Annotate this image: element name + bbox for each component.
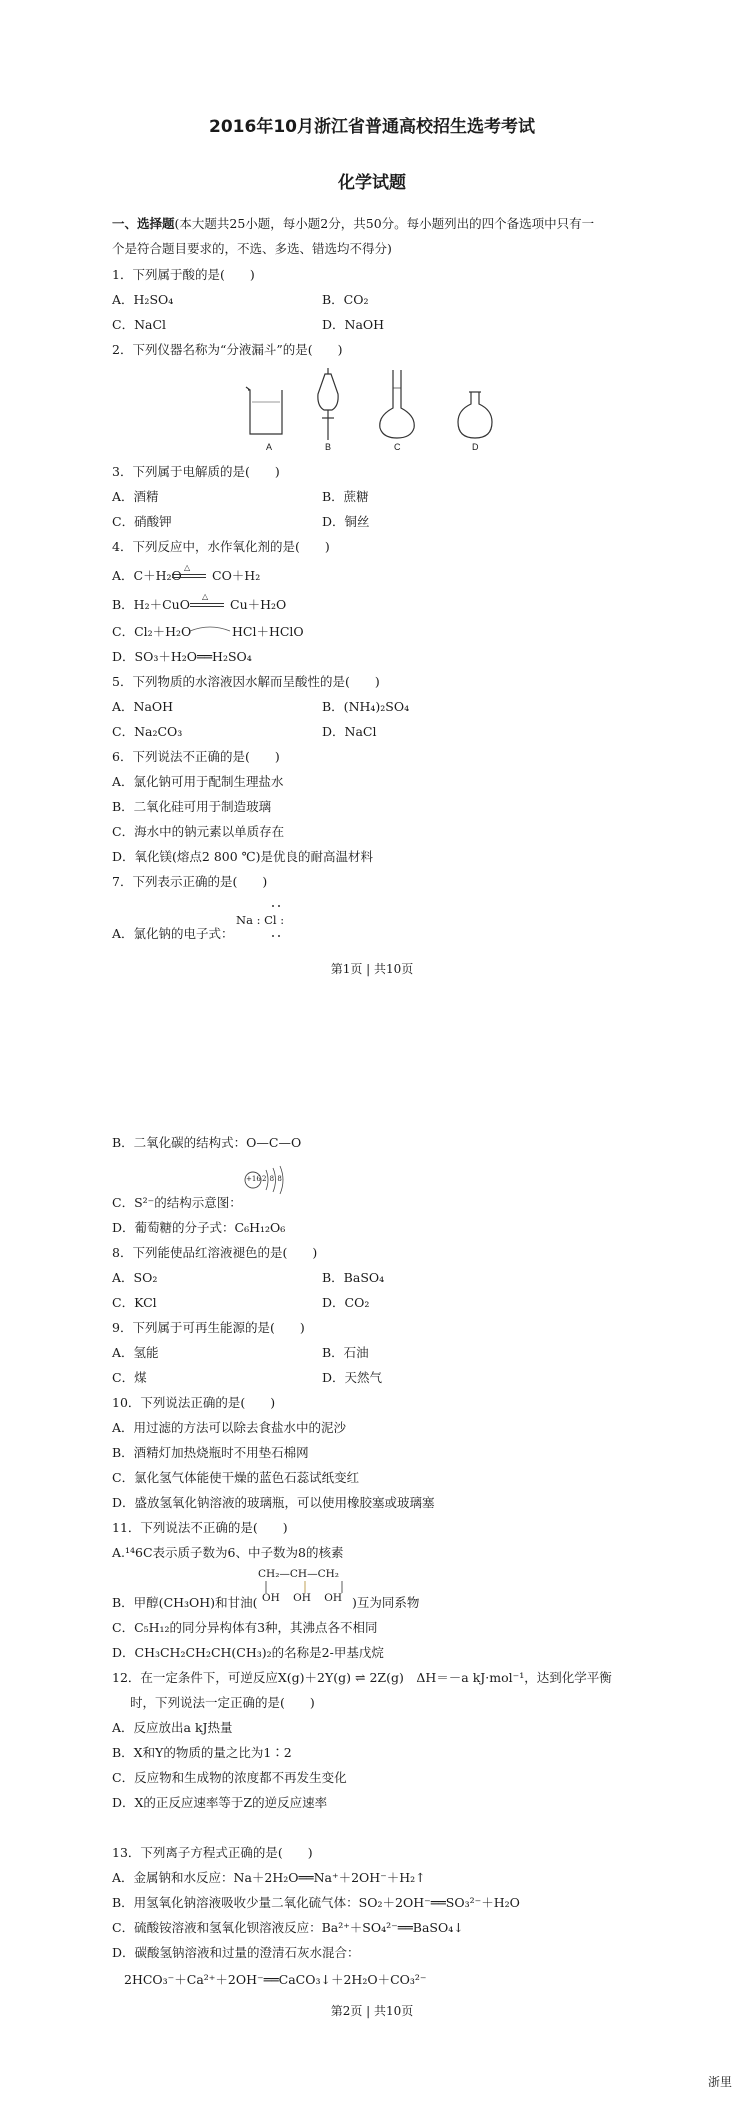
q7-a-lone-pairs xyxy=(268,903,288,939)
q6-option-d: D．氧化镁(熔点2 800 ℃)是优良的耐高温材料 xyxy=(112,849,374,864)
q6-option-c: C．海水中的钠元素以单质存在 xyxy=(112,824,285,839)
q3-option-b: B．蔗糖 xyxy=(322,489,369,504)
page2-footer: 第2页 | 共10页 xyxy=(330,2004,414,2018)
q8-option-d: D．CO₂ xyxy=(322,1295,370,1310)
q11-option-a: A.¹⁴6C表示质子数为6、中子数为8的核素 xyxy=(112,1545,344,1560)
beaker-icon xyxy=(246,387,282,434)
q4-c-products: HCl＋HClO xyxy=(232,624,304,639)
exam-subtitle: 化学试题 xyxy=(338,173,406,193)
q4-option-d: D．SO₃＋H₂O══H₂SO₄ xyxy=(112,649,252,664)
section-label: 一、选择题 xyxy=(112,216,175,231)
q4-option-b: B．H₂＋CuO xyxy=(112,597,190,612)
q7-option-b: B．二氧化碳的结构式：O—C—O xyxy=(112,1135,302,1150)
q10-option-c: C．氯化氢气体能使干燥的蓝色石蕊试纸变红 xyxy=(112,1470,360,1485)
q10-stem: 10．下列说法正确的是( ) xyxy=(112,1395,276,1410)
q7-c-nucleus: +16 xyxy=(246,1175,261,1183)
q8-option-c: C．KCl xyxy=(112,1295,157,1310)
q9-option-c: C．煤 xyxy=(112,1370,147,1385)
q6-stem: 6．下列说法不正确的是( ) xyxy=(112,749,280,764)
q7-a-electron-formula: Na : Cl : xyxy=(236,913,285,927)
q1-option-d: D．NaOH xyxy=(322,317,385,332)
q4-option-c: C．Cl₂＋H₂O xyxy=(112,624,192,639)
q13-stem: 13．下列离子方程式正确的是( ) xyxy=(112,1845,313,1860)
q13-option-c: C．硫酸铵溶液和氢氧化钡溶液反应：Ba²⁺＋SO₄²⁻══BaSO₄↓ xyxy=(112,1920,464,1935)
q2-label-c: C xyxy=(394,442,401,452)
q3-option-d: D．铜丝 xyxy=(322,514,370,529)
page1-footer: 第1页 | 共10页 xyxy=(330,962,414,976)
q3-option-c: C．硝酸钾 xyxy=(112,514,172,529)
q9-option-d: D．天然气 xyxy=(322,1370,383,1385)
section-intro-cont: 个是符合题目要求的，不选、多选、错选均不得分) xyxy=(112,241,392,256)
q8-stem: 8．下列能使品红溶液褪色的是( ) xyxy=(112,1245,318,1260)
heat-icon: △ xyxy=(184,563,191,572)
q11-option-c: C．C₅H₁₂的同分异构体有3种，其沸点各不相同 xyxy=(112,1620,378,1635)
separatory-funnel-icon xyxy=(318,368,338,440)
edge-watermark-text: 浙里 xyxy=(707,2075,732,2089)
q10-option-d: D．盛放氢氧化钠溶液的玻璃瓶，可以使用橡胶塞或玻璃塞 xyxy=(112,1495,435,1510)
q12-option-c: C．反应物和生成物的浓度都不再发生变化 xyxy=(112,1770,347,1785)
q5-option-b: B．(NH₄)₂SO₄ xyxy=(322,699,410,714)
section-intro: 一、选择题(本大题共25小题，每小题2分，共50分。每小题列出的四个备选项中只有一 xyxy=(112,216,595,231)
q1-stem: 1．下列属于酸的是( ) xyxy=(112,267,255,282)
q7-stem: 7．下列表示正确的是( ) xyxy=(112,874,268,889)
q4-b-products: Cu＋H₂O xyxy=(230,597,287,612)
q1-option-c: C．NaCl xyxy=(112,317,167,332)
q12-stem: 12．在一定条件下，可逆反应X(g)＋2Y(g) ⇌ 2Z(g) ΔH＝－a kJ·mol⁻¹，达到化学平衡 xyxy=(112,1670,612,1685)
q13-option-a: A．金属钠和水反应：Na＋2H₂O══Na⁺＋2OH⁻＋H₂↑ xyxy=(112,1870,426,1885)
q7-option-a: A．氯化钠的电子式： xyxy=(112,926,234,941)
q9-option-b: B．石油 xyxy=(322,1345,369,1360)
q6-option-a: A．氯化钠可用于配制生理盐水 xyxy=(112,774,284,789)
q5-option-d: D．NaCl xyxy=(322,724,377,739)
q9-option-a: A．氢能 xyxy=(112,1345,159,1360)
q6-option-b: B．二氧化硅可用于制造玻璃 xyxy=(112,799,272,814)
q7-option-d: D．葡萄糖的分子式：C₆H₁₂O₆ xyxy=(112,1220,286,1235)
volumetric-flask-icon xyxy=(380,370,414,438)
q5-option-a: A．NaOH xyxy=(112,699,174,714)
q11-option-b: B．甲醇(CH₃OH)和甘油( xyxy=(112,1595,258,1610)
q10-option-b: B．酒精灯加热烧瓶时不用垫石棉网 xyxy=(112,1445,309,1460)
q2-label-b: B xyxy=(325,442,332,452)
exam-title: 2016年10月浙江省普通高校招生选考考试 xyxy=(209,117,535,137)
q7-option-c: C．S²⁻的结构示意图： xyxy=(112,1195,242,1210)
q4-option-a: A．C＋H₂O xyxy=(112,568,182,583)
q5-option-c: C．Na₂CO₃ xyxy=(112,724,183,739)
q13-option-d: D．碳酸氢钠溶液和过量的澄清石灰水混合： xyxy=(112,1945,360,1960)
q4-c-arrow xyxy=(188,625,232,637)
q12-stem-cont: 时，下列说法一定正确的是( ) xyxy=(130,1695,315,1710)
q1-option-b: B．CO₂ xyxy=(322,292,369,307)
round-bottom-flask-icon xyxy=(458,392,492,438)
q13-option-d-equation: 2HCO₃⁻＋Ca²⁺＋2OH⁻══CaCO₃↓＋2H₂O＋CO₃²⁻ xyxy=(124,1972,427,1987)
q12-option-d: D．X的正反应速率等于Z的逆反应速率 xyxy=(112,1795,328,1810)
q11-stem: 11．下列说法不正确的是( ) xyxy=(112,1520,288,1535)
q8-option-b: B．BaSO₄ xyxy=(322,1270,385,1285)
heat-icon: △ xyxy=(202,592,209,601)
q11-glycerol-bottom: OH OH OH xyxy=(262,1592,342,1604)
q1-option-a: A．H₂SO₄ xyxy=(112,292,174,307)
q2-label-a: A xyxy=(266,442,273,452)
q9-stem: 9．下列属于可再生能源的是( ) xyxy=(112,1320,305,1335)
q4-a-arrow xyxy=(172,563,206,579)
q12-option-a: A．反应放出a kJ热量 xyxy=(112,1720,233,1735)
q3-option-a: A．酒精 xyxy=(112,489,159,504)
q4-b-arrow xyxy=(190,592,224,608)
q11-glycerol-top: CH₂—CH—CH₂ xyxy=(258,1568,339,1580)
q3-stem: 3．下列属于电解质的是( ) xyxy=(112,464,280,479)
q10-option-a: A．用过滤的方法可以除去食盐水中的泥沙 xyxy=(112,1420,347,1435)
q2-stem: 2．下列仪器名称为“分液漏斗”的是( ) xyxy=(112,342,343,357)
q8-option-a: A．SO₂ xyxy=(112,1270,158,1285)
q11-option-d: D．CH₃CH₂CH₂CH(CH₃)₂的名称是2-甲基戊烷 xyxy=(112,1645,384,1660)
q4-a-products: CO＋H₂ xyxy=(212,568,261,583)
q12-option-b: B．X和Y的物质的量之比为1∶2 xyxy=(112,1745,292,1760)
q5-stem: 5．下列物质的水溶液因水解而呈酸性的是( ) xyxy=(112,674,380,689)
q2-label-d: D xyxy=(472,442,479,452)
q11-option-b-tail: )互为同系物 xyxy=(352,1595,420,1610)
q7-c-shells: 2 8 8 xyxy=(262,1175,282,1183)
q2-apparatus-figure xyxy=(240,366,500,442)
q13-option-b: B．用氢氧化钠溶液吸收少量二氧化硫气体：SO₂＋2OH⁻══SO₃²⁻＋H₂O xyxy=(112,1895,520,1910)
q4-stem: 4．下列反应中，水作氧化剂的是( ) xyxy=(112,539,330,554)
